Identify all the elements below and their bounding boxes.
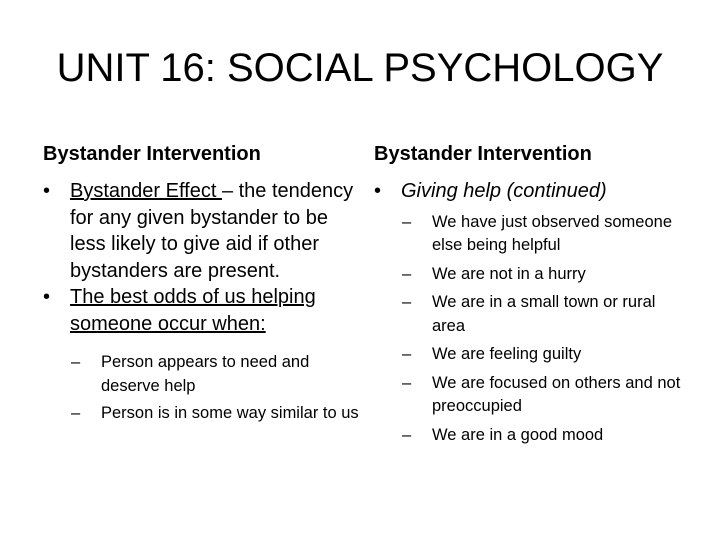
bullet-bystander-effect	[43, 178, 363, 284]
bullet-marker: •	[43, 286, 51, 308]
right-bullet-list	[374, 178, 684, 205]
sub-item-text: We are feeling guilty	[432, 345, 582, 363]
dash-marker: –	[402, 345, 412, 363]
sub-item-text: We are in a small town or rural area	[432, 293, 656, 335]
list-item	[71, 402, 363, 426]
bullet-marker: •	[374, 180, 382, 202]
bystander-effect-definition: – the tendency for any given bystander to be less likely to give aid if other bystanders are present.	[70, 180, 354, 282]
left-column	[43, 140, 363, 426]
sub-item-text: We are focused on others and not preoccupied	[432, 373, 681, 415]
list-item	[402, 291, 684, 338]
slide-title: UNIT 16: SOCIAL PSYCHOLOGY	[56, 46, 664, 90]
dash-marker: –	[402, 212, 412, 231]
bullet-giving-help	[374, 178, 684, 205]
best-odds-text: The best odds of us helping someone occur when:	[70, 286, 316, 335]
right-column	[374, 140, 684, 447]
giving-help-text: Giving help (continued)	[401, 180, 607, 202]
list-item	[402, 263, 684, 287]
sub-item-text: We have just observed someone else being helpful	[432, 212, 672, 254]
sub-item-text: Person appears to need and deserve help	[101, 353, 310, 395]
left-column-heading: Bystander Intervention	[43, 143, 261, 165]
list-item	[402, 343, 684, 367]
bullet-best-odds	[43, 284, 363, 337]
dash-marker: –	[402, 293, 412, 311]
left-bullet-list	[43, 178, 363, 337]
bullet-marker: •	[43, 180, 51, 202]
dash-marker: –	[71, 353, 81, 371]
sub-item-text: Person is in some way similar to us	[101, 404, 359, 422]
bystander-effect-term: Bystander Effect	[70, 180, 222, 202]
list-item	[402, 372, 684, 419]
dash-marker: –	[402, 373, 412, 392]
right-sub-list	[402, 211, 684, 448]
left-sub-list	[71, 351, 363, 426]
sub-item-text: We are in a good mood	[432, 425, 604, 444]
right-column-heading: Bystander Intervention	[374, 143, 592, 165]
dash-marker: –	[71, 404, 81, 422]
list-item	[402, 211, 684, 258]
list-item	[402, 424, 684, 448]
dash-marker: –	[402, 425, 412, 444]
list-item	[71, 351, 363, 398]
sub-item-text: We are not in a hurry	[432, 264, 586, 283]
dash-marker: –	[402, 264, 412, 283]
